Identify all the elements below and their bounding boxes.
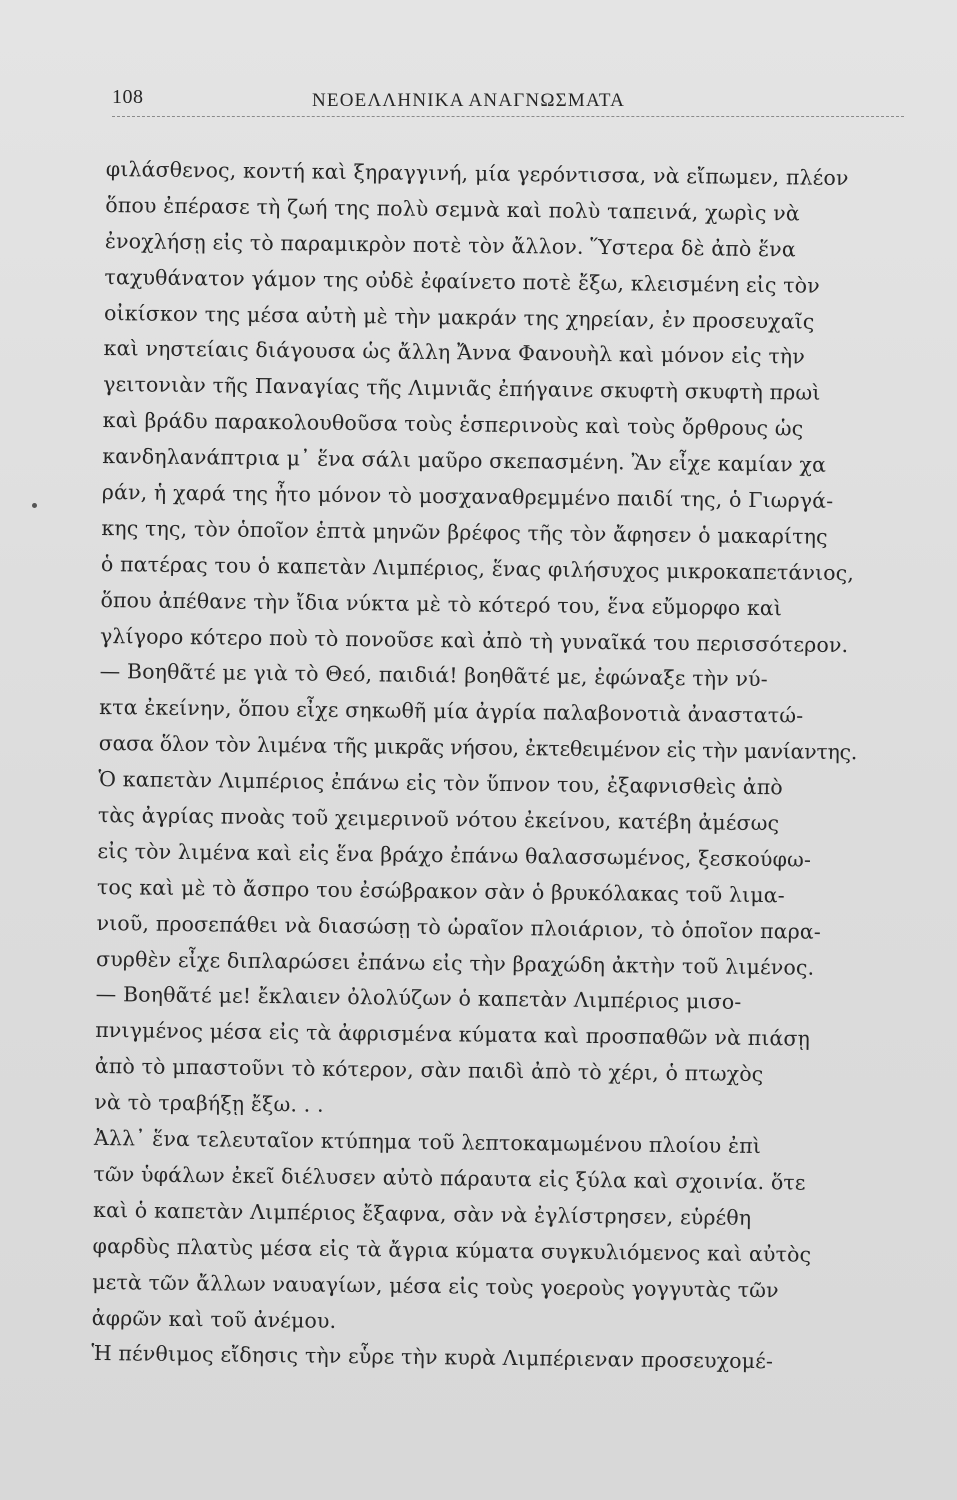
text-line: τὰς ἀγρίας πνοὰς τοῦ χειμερινοῦ νότου ἐκείνου, κατέβη ἀμέσως: [97, 802, 780, 836]
text-line: οἰκίσκον της μέσα αὐτὴ μὲ τὴν μακράν της χηρείαν, ἐν προσευχαῖς: [103, 300, 815, 334]
text-line: κτα ἐκείνην, ὅπου εἶχε σηκωθῆ μία ἀγρία παλαβονοτιὰ ἀναστατώ-: [99, 695, 804, 728]
text-line: νιοῦ, προσεπάθει νὰ διασώσῃ τὸ ὡραῖον πλοιάριον, τὸ ὁποῖον παρα-: [96, 910, 822, 944]
text-line: γλίγορο κότερο ποὺ τὸ πονοῦσε καὶ ἀπὸ τὴ γυναῖκά του περισσότερον.: [99, 623, 849, 657]
text-line: ράν, ἡ χαρά της ἦτο μόνον τὸ μοσχαναθρεμμένο παιδί της, ὁ Γιωργά-: [101, 479, 834, 513]
text-line: καὶ ὁ καπετὰν Λιμπέριος ἔξαφνα, σὰν νὰ ἐγλίστρησεν, εὑρέθη: [92, 1197, 752, 1230]
header-rule: [112, 116, 904, 117]
text-line: καὶ νηστείαις διάγουσα ὡς ἄλλη Ἄννα Φανουὴλ καὶ μόνον εἰς τὴν: [103, 336, 806, 370]
margin-dot-mark: [32, 503, 37, 508]
text-line: ὁ πατέρας του ὁ καπετὰν Λιμπέριος, ἕνας φιλήσυχος μικροκαπετάνιος,: [100, 551, 855, 585]
text-line: Ἡ πένθιμος εἴδησις τὴν εὗρε τὴν κυρὰ Λιμπέριεναν προσευχομέ-: [91, 1341, 774, 1374]
text-line: καὶ βράδυ παρακολουθοῦσα τοὺς ἑσπερινοὺς καὶ τοὺς ὄρθρους ὡς: [102, 408, 804, 441]
text-line: ἀφρῶν καὶ τοῦ ἀνέμου.: [91, 1305, 337, 1333]
text-line: συρθὲν εἶχε διπλαρώσει ἐπάνω εἰς τὴν βραχώδη ἀκτὴν τοῦ λιμένος.: [95, 946, 815, 980]
page-header: [112, 86, 902, 126]
text-line: ἐνοχλήσῃ εἰς τὸ παραμικρὸν ποτὲ τὸν ἄλλον. Ὕστερα δὲ ἀπὸ ἕνα: [104, 228, 797, 262]
text-line: Ὁ καπετὰν Λιμπέριος ἐπάνω εἰς τὸν ὕπνον του, ἐξαφνισθεὶς ἀπὸ: [98, 767, 784, 800]
text-line: κανδηλανάπτρια μ᾿ ἕνα σάλι μαῦρο σκεπασμένη. Ἂν εἶχε καμίαν χα: [102, 444, 827, 477]
text-line: σασα ὅλον τὸν λιμένα τῆς μικρᾶς νήσου, ἐκτεθειμένον εἰς τὴν μανίαντης.: [98, 731, 858, 765]
text-line: εἰς τὸν λιμένα καὶ εἰς ἕνα βράχο ἐπάνω θαλασσωμένος, ξεσκούφω-: [97, 838, 812, 872]
text-line: τος καὶ μὲ τὸ ἄσπρο του ἐσώβρακον σὰν ὁ βρυκόλακας τοῦ λιμα-: [96, 874, 785, 908]
text-line: ἀπὸ τὸ μπαστοῦνι τὸ κότερον, σὰν παιδὶ ἀπὸ τὸ χέρι, ὁ πτωχὸς: [94, 1054, 764, 1087]
running-title: ΝΕΟΕΛΛΗΝΙΚΑ ΑΝΑΓΝΩΣΜΑΤΑ: [312, 90, 626, 111]
text-line: ταχυθάνατον γάμον της οὐδὲ ἐφαίνετο ποτὲ ἔξω, κλεισμένη εἰς τὸν: [104, 264, 820, 298]
text-line: τῶν ὑφάλων ἐκεῖ διέλυσεν αὐτὸ πάραυτα εἰς ξύλα καὶ σχοινία. ὅτε: [93, 1161, 806, 1195]
text-line: ὅπου ἀπέθανε τὴν ἴδια νύκτα μὲ τὸ κότερό του, ἕνα εὔμορφο καὶ: [100, 587, 783, 620]
text-line: νὰ τὸ τραβήξῃ ἔξω. . .: [94, 1090, 324, 1117]
text-line: κης της, τὸν ὁποῖον ἑπτὰ μηνῶν βρέφος τῆς τὸν ἄφησεν ὁ μακαρίτης: [101, 515, 828, 549]
page-number: 108: [112, 86, 144, 108]
text-line: — Βοηθᾶτέ με! ἔκλαιεν ὀλολύζων ὁ καπετὰν Λιμπέριος μισο-: [95, 982, 742, 1015]
text-line: πνιγμένος μέσα εἰς τὰ ἀφρισμένα κύματα καὶ προσπαθῶν νὰ πιάσῃ: [95, 1018, 811, 1052]
text-line: Ἀλλ᾿ ἕνα τελευταῖον κτύπημα τοῦ λεπτοκαμωμένου πλοίου ἐπὶ: [93, 1125, 762, 1159]
text-line: — Βοηθᾶτέ με γιὰ τὸ Θεό, παιδιά! βοηθᾶτέ με, ἐφώναξε τὴν νύ-: [99, 659, 768, 692]
text-line: ὅπου ἐπέρασε τὴ ζωή της πολὺ σεμνὰ καὶ πολὺ ταπεινά, χωρὶς νὰ: [105, 192, 800, 226]
body-text: [91, 152, 864, 1381]
text-line: γειτονιὰν τῆς Παναγίας τῆς Λιμνιᾶς ἐπήγαινε σκυφτὴ σκυφτὴ πρωὶ: [103, 372, 821, 406]
text-line: μετὰ τῶν ἄλλων ναυαγίων, μέσα εἰς τοὺς γοεροὺς γογγυτὰς τῶν: [92, 1269, 779, 1302]
text-line: φιλάσθενος, κοντή καὶ ξηραγγινή, μία γερόντισσα, νὰ εἴπωμεν, πλέον: [105, 156, 849, 191]
text-line: φαρδὺς πλατὺς μέσα εἰς τὰ ἄγρια κύματα συγκυλιόμενος καὶ αὐτὸς: [92, 1233, 812, 1267]
